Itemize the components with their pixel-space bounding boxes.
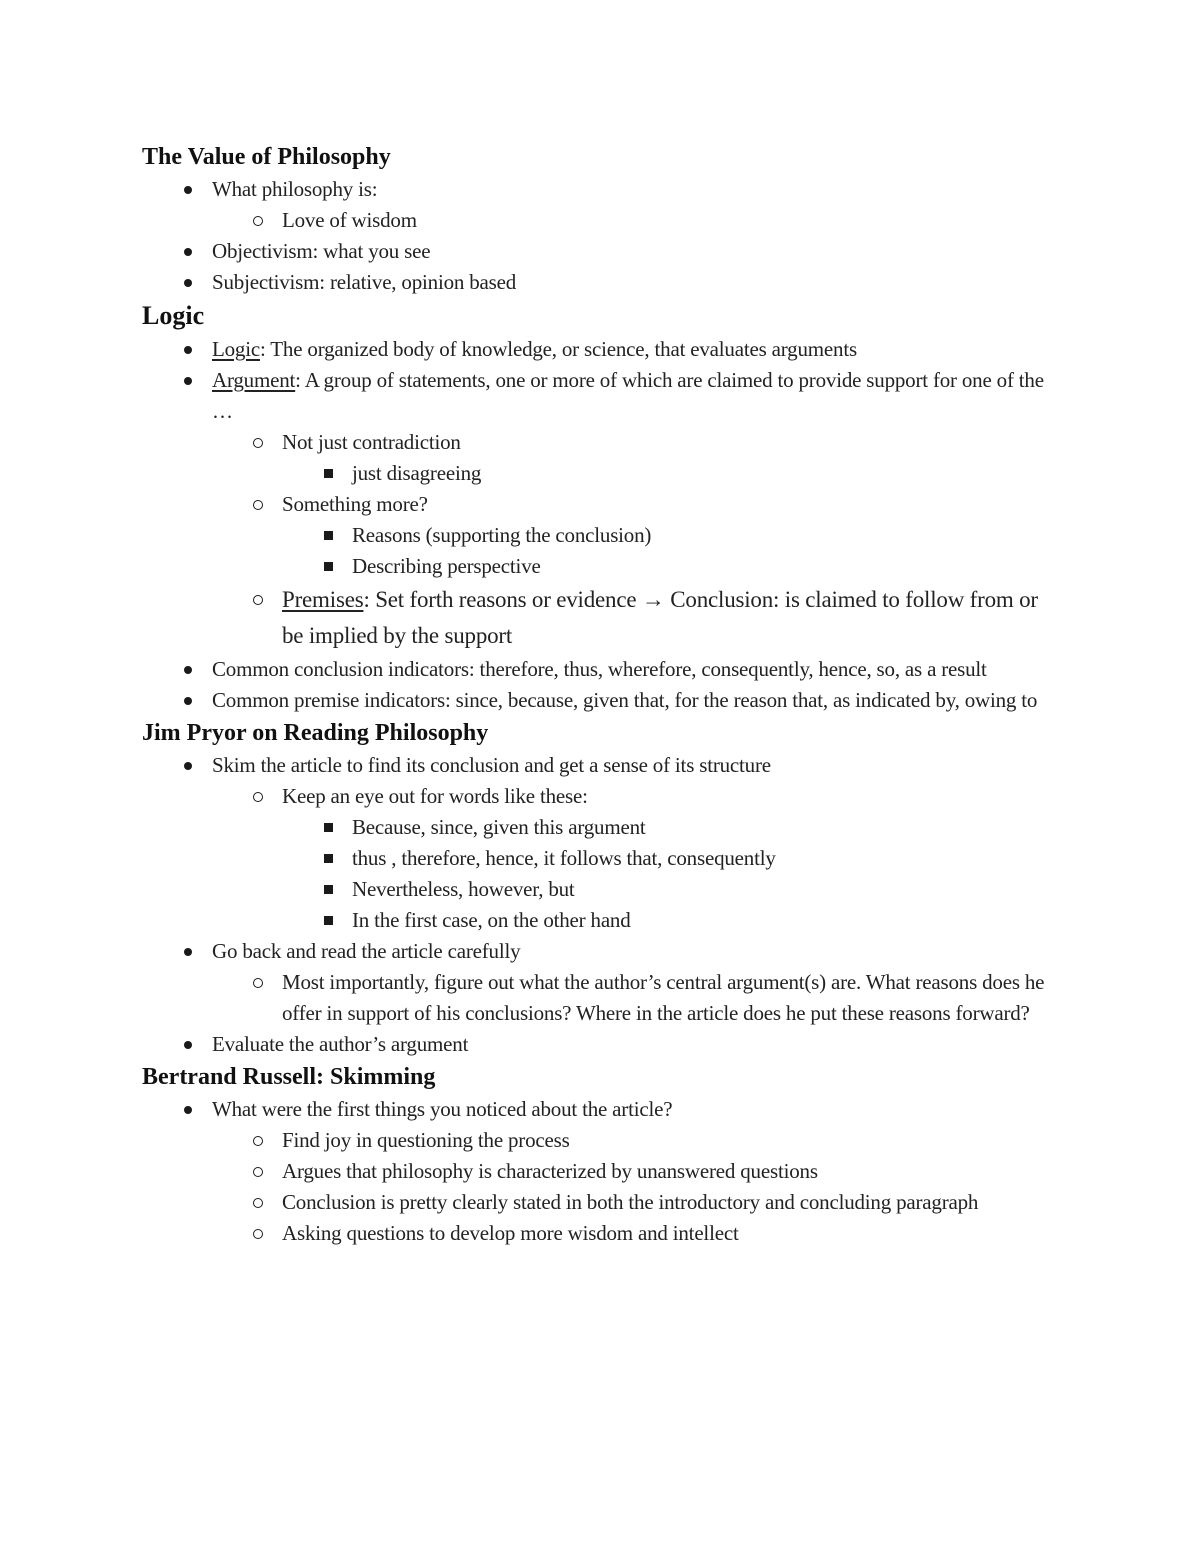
bullet-dot-icon [184,697,192,705]
list-item: Logic: The organized body of knowledge, or science, that evaluates arguments [142,334,1062,365]
list-item: thus , therefore, hence, it follows that, consequently [142,843,1062,874]
list-item: In the first case, on the other hand [142,905,1062,936]
bullet-dot-icon [184,248,192,256]
list-item: Go back and read the article carefully [142,936,1062,967]
list-item: Evaluate the author’s argument [142,1029,1062,1060]
bullet-dot-icon [184,1106,192,1114]
bullet-square-icon [324,469,333,478]
section-list [142,1094,1062,1249]
term-argument: Argument [212,368,296,392]
section-heading-jim-pryor: Jim Pryor on Reading Philosophy [142,720,489,746]
list-item: Something more? [142,489,1062,520]
bullet-dot-icon [184,1041,192,1049]
list-item: Love of wisdom [142,205,1062,236]
list-item: What were the first things you noticed about the article? [142,1094,1062,1125]
bullet-square-icon [324,854,333,863]
list-item: Not just contradiction [142,427,1062,458]
list-item: Common premise indicators: since, because, given that, for the reason that, as indicated by, owing to [142,685,1062,716]
section-heading-value-of-philosophy: The Value of Philosophy [142,144,391,170]
document-content [142,140,1062,1249]
bullet-circle-icon [253,500,263,510]
bullet-dot-icon [184,346,192,354]
bullet-circle-icon [253,216,263,226]
list-item: Find joy in questioning the process [142,1125,1062,1156]
list-item: Skim the article to find its conclusion and get a sense of its structure [142,750,1062,781]
section-heading-logic: Logic [142,301,205,330]
list-item: Most importantly, figure out what the author’s central argument(s) are. What reasons does he offer in support of his conclusions? Where in the article does he put these reasons forward? [142,967,1062,1029]
bullet-circle-icon [253,595,263,605]
list-item: Describing perspective [142,551,1062,582]
bullet-circle-icon [253,792,263,802]
list-item: just disagreeing [142,458,1062,489]
bullet-dot-icon [184,279,192,287]
list-item: Asking questions to develop more wisdom and intellect [142,1218,1062,1249]
list-item: Common conclusion indicators: therefore, thus, wherefore, consequently, hence, so, as a result [142,654,1062,685]
list-item: Reasons (supporting the conclusion) [142,520,1062,551]
list-item: Nevertheless, however, but [142,874,1062,905]
bullet-square-icon [324,823,333,832]
list-item: Argues that philosophy is characterized by unanswered questions [142,1156,1062,1187]
bullet-dot-icon [184,762,192,770]
section-list [142,334,1062,716]
term-premises: Premises [282,587,364,612]
section-heading-bertrand-russell: Bertrand Russell: Skimming [142,1064,436,1090]
bullet-dot-icon [184,377,192,385]
bullet-square-icon [324,885,333,894]
bullet-circle-icon [253,1136,263,1146]
section-list [142,750,1062,1060]
bullet-circle-icon [253,438,263,448]
list-item: Subjectivism: relative, opinion based [142,267,1062,298]
bullet-circle-icon [253,1167,263,1177]
bullet-square-icon [324,562,333,571]
bullet-dot-icon [184,948,192,956]
bullet-square-icon [324,531,333,540]
section-list [142,174,1062,298]
list-item: Because, since, given this argument [142,812,1062,843]
bullet-circle-icon [253,1198,263,1208]
bullet-dot-icon [184,666,192,674]
list-item: Objectivism: what you see [142,236,1062,267]
bullet-dot-icon [184,186,192,194]
list-item: Keep an eye out for words like these: [142,781,1062,812]
bullet-circle-icon [253,978,263,988]
bullet-square-icon [324,916,333,925]
list-item: Premises: Set forth reasons or evidence → Conclusion: is claimed to follow from or be implied by the support [142,582,1062,654]
list-item: Conclusion is pretty clearly stated in both the introductory and concluding paragraph [142,1187,1062,1218]
term-logic: Logic [212,337,260,361]
list-item: What philosophy is: [142,174,1062,205]
list-item: Argument: A group of statements, one or more of which are claimed to provide support for one of the … [142,365,1062,427]
bullet-circle-icon [253,1229,263,1239]
